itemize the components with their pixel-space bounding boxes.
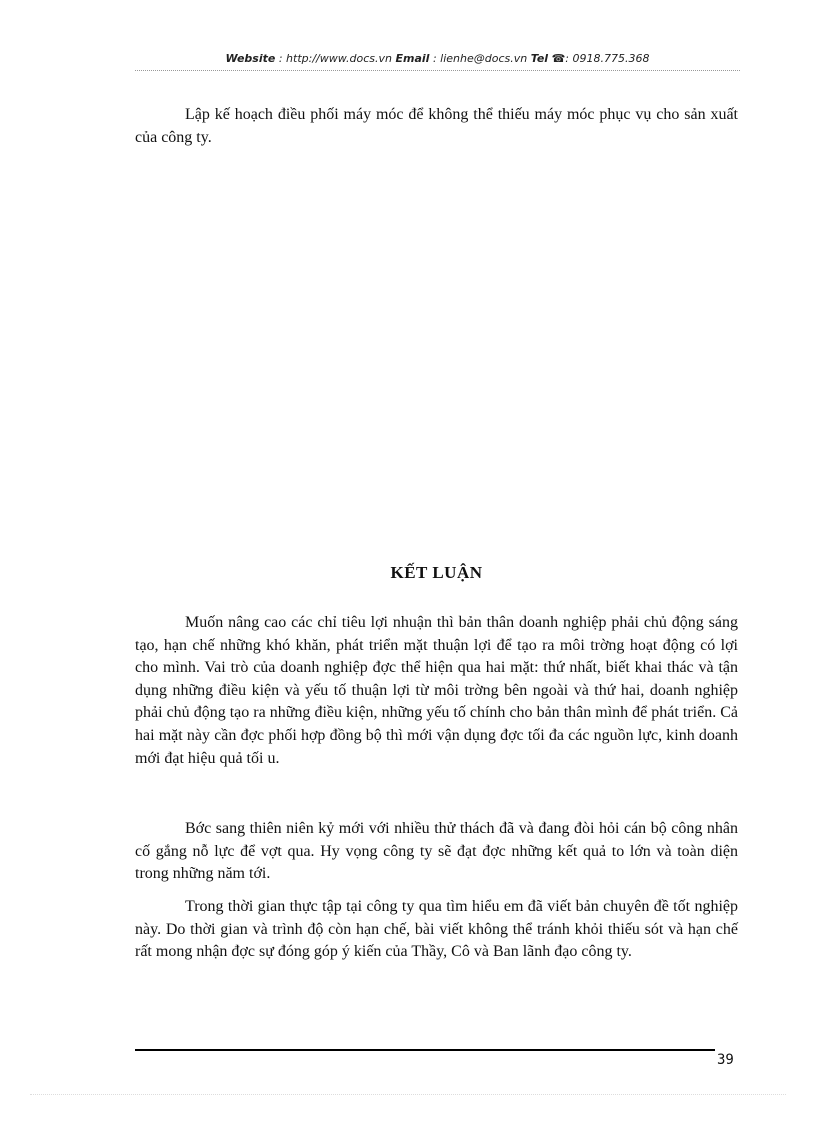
email-value[interactable]: : lienhe@docs.vn (429, 52, 531, 65)
website-label: Website (225, 52, 276, 65)
website-value[interactable]: : http://www.docs.vn (275, 52, 396, 65)
page-bottom-border (30, 1094, 786, 1095)
header-divider (135, 70, 740, 71)
conclusion-paragraph-3: Trong thời gian thực tập tại công ty qua tìm hiểu em đã viết bản chuyên đề tốt nghiệp này. Do thời gian và trình độ còn hạn chế, bài viết không thể tránh khỏi thiếu sót và hạn chế rất mong nhận đợc sự đóng góp ý kiến của Thầy, Cô và Ban lãnh đạo công ty. (135, 898, 738, 961)
conclusion-paragraph-1: Muốn nâng cao các chỉ tiêu lợi nhuận thì bản thân doanh nghiệp phải chủ động sáng tạo, hạn chế những khó khăn, phát triển mặt thuận lợi để tạo ra môi trờng hoạt động có lợi cho mình. Vai trò của doanh nghiệp đợc thể hiện qua hai mặt: thứ nhất, biết khai thác và tận dụng những điều kiện và yếu tố thuận lợi từ môi trờng bên ngoài và thứ hai, doanh nghiệp phải chủ động tạo ra những điều kiện, những yếu tố chính cho bản thân mình để phát triển. Cả hai mặt này cần đợc phối hợp đồng bộ thì mới vận dụng đợc tối đa các nguồn lực, kinh doanh mới đạt hiệu quả tối u. (135, 614, 738, 767)
tel-value: : 0918.775.368 (565, 52, 650, 65)
tel-label: Tel (530, 52, 549, 65)
email-label: Email (395, 52, 430, 65)
phone-icon: ☎ (551, 52, 566, 65)
intro-paragraph: Lập kế hoạch điều phối máy móc để không thể thiếu máy móc phục vụ cho sản xuất của công ty. (135, 106, 738, 146)
page-header (135, 52, 740, 65)
section-title: KẾT LUẬN (390, 563, 483, 582)
page-number: 39 (717, 1052, 734, 1068)
conclusion-paragraph-2: Bớc sang thiên niên kỷ mới với nhiều thử thách đã và đang đòi hỏi cán bộ công nhân cố gắng nỗ lực để vợt qua. Hy vọng công ty sẽ đạt đợc những kết quả to lớn và toàn diện trong những năm tới. (135, 820, 738, 883)
footer-divider (135, 1049, 715, 1051)
